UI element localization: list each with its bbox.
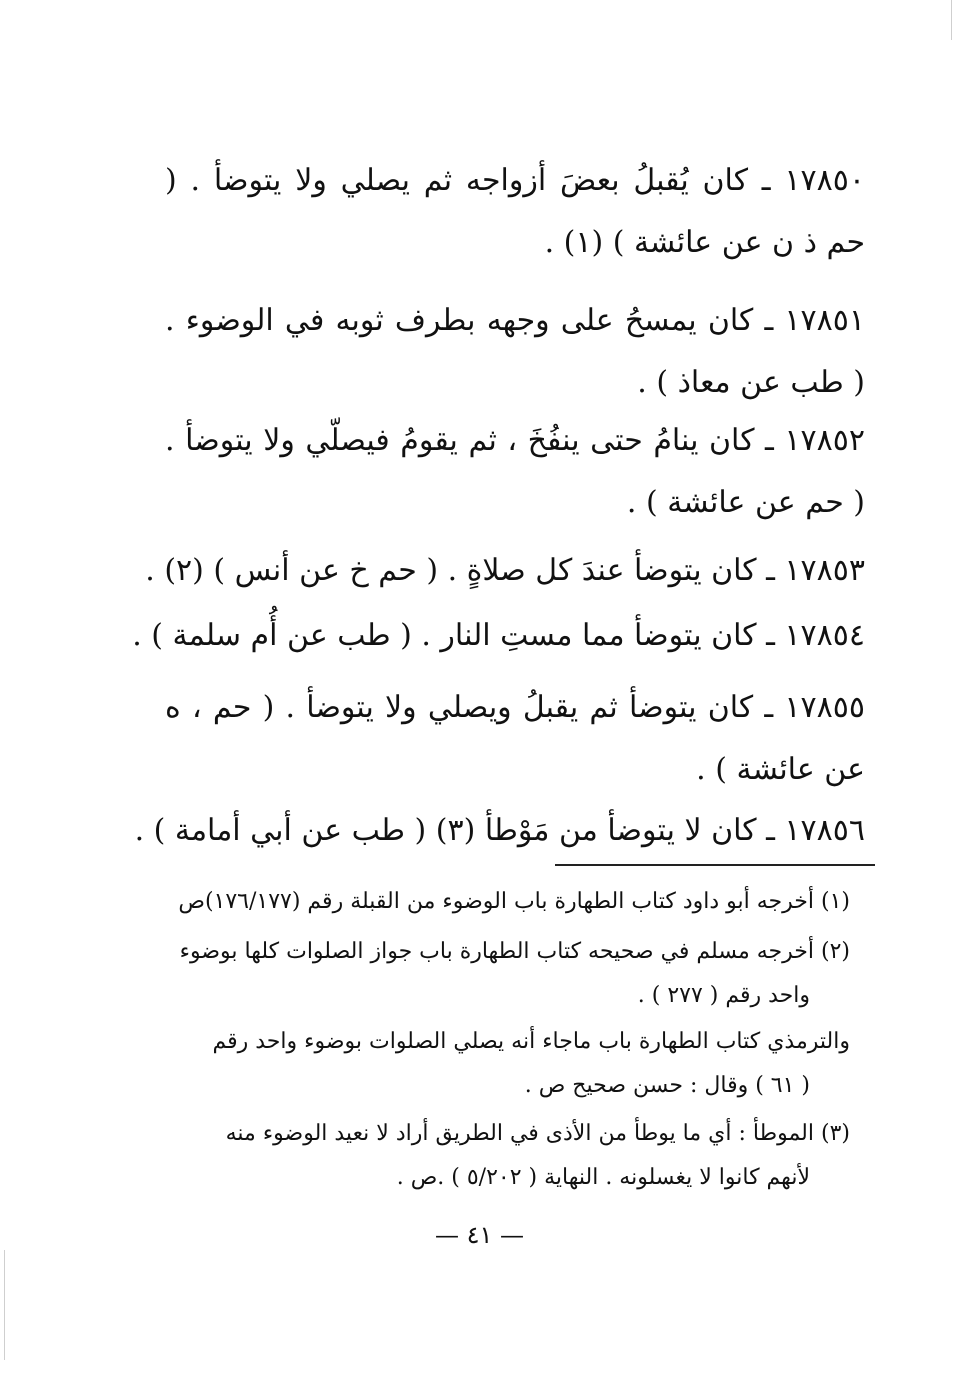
hadith-text: ١٧٨٥٦ ـ كان لا يتوضأ من مَوْطأ (٣) ( طب عن أبي أمامة ) . bbox=[134, 813, 865, 848]
hadith-entry bbox=[145, 540, 865, 602]
hadith-text: ١٧٨٥٣ ـ كان يتوضأ عندَ كل صلاةٍ . ( حم خ عن أنس ) (٢) . bbox=[145, 553, 865, 588]
hadith-text: ١٧٨٥٤ ـ كان يتوضأ مما مستِ النار . ( طب عن أُم سلمة ) . bbox=[132, 618, 865, 653]
scan-edge-mark bbox=[951, 0, 952, 40]
footnote bbox=[165, 1020, 850, 1108]
footnote-divider bbox=[555, 864, 875, 866]
footnote-text: (٣) الموطأ : أي ما يوطأ من الأذى في الطريق أراد لا نعيد الوضوء منه bbox=[225, 1121, 850, 1146]
footnote bbox=[165, 1112, 850, 1200]
footnote-text: (٢) أخرجه مسلم في صحيحه كتاب الطهارة باب جواز الصلوات كلها بوضوء bbox=[179, 939, 850, 964]
hadith-text: ١٧٨٥٠ ـ كان يُقبلُ بعضَ أزواجه ثم يصلي ولا يتوضأ . ( حم ذ ن عن عائشة ) (١) . bbox=[165, 163, 865, 260]
footnote bbox=[165, 930, 850, 1018]
hadith-text: ١٧٨٥٥ ـ كان يتوضأ ثم يقبلُ ويصلي ولا يتوضأ . ( حم ، ه عن عائشة ) . bbox=[165, 690, 865, 787]
scan-edge-mark bbox=[4, 1250, 5, 1360]
footnote-continuation: ( ٦١ ) وقال : حسن صحيح ص . bbox=[524, 1073, 810, 1098]
hadith-entry bbox=[165, 290, 865, 414]
hadith-entry bbox=[165, 677, 865, 801]
footnote-text: والترمذي كتاب الطهارة باب ماجاء أنه يصلي الصلوات بوضوء واحد رقم bbox=[212, 1029, 850, 1054]
footnote-continuation: واحد رقم ( ٢٧٧ ) . bbox=[637, 983, 810, 1008]
hadith-text: ١٧٨٥٢ ـ كان ينامُ حتى ينفُخَ ، ثم يقومُ فيصلّي ولا يتوضأ . ( حم عن عائشة ) . bbox=[165, 423, 865, 520]
hadith-entry bbox=[165, 150, 865, 274]
hadith-entry bbox=[134, 800, 865, 862]
footnote-continuation: لأنهم كانوا لا يغسلونه . النهاية ( ٥/٢٠٢ ) .ص . bbox=[396, 1165, 810, 1190]
hadith-text: ١٧٨٥١ ـ كان يمسحُ على وجهه بطرف ثوبه في الوضوء . ( طب عن معاذ ) . bbox=[165, 303, 865, 400]
page-number: — ٤١ — bbox=[434, 1221, 525, 1249]
hadith-entry bbox=[165, 410, 865, 534]
footnote-text: (١) أخرجه أبو داود كتاب الطهارة باب الوضوء من القبلة رقم (١٧٦/١٧٧)ص bbox=[178, 889, 850, 914]
footnote bbox=[165, 880, 850, 924]
hadith-entry bbox=[132, 605, 865, 667]
